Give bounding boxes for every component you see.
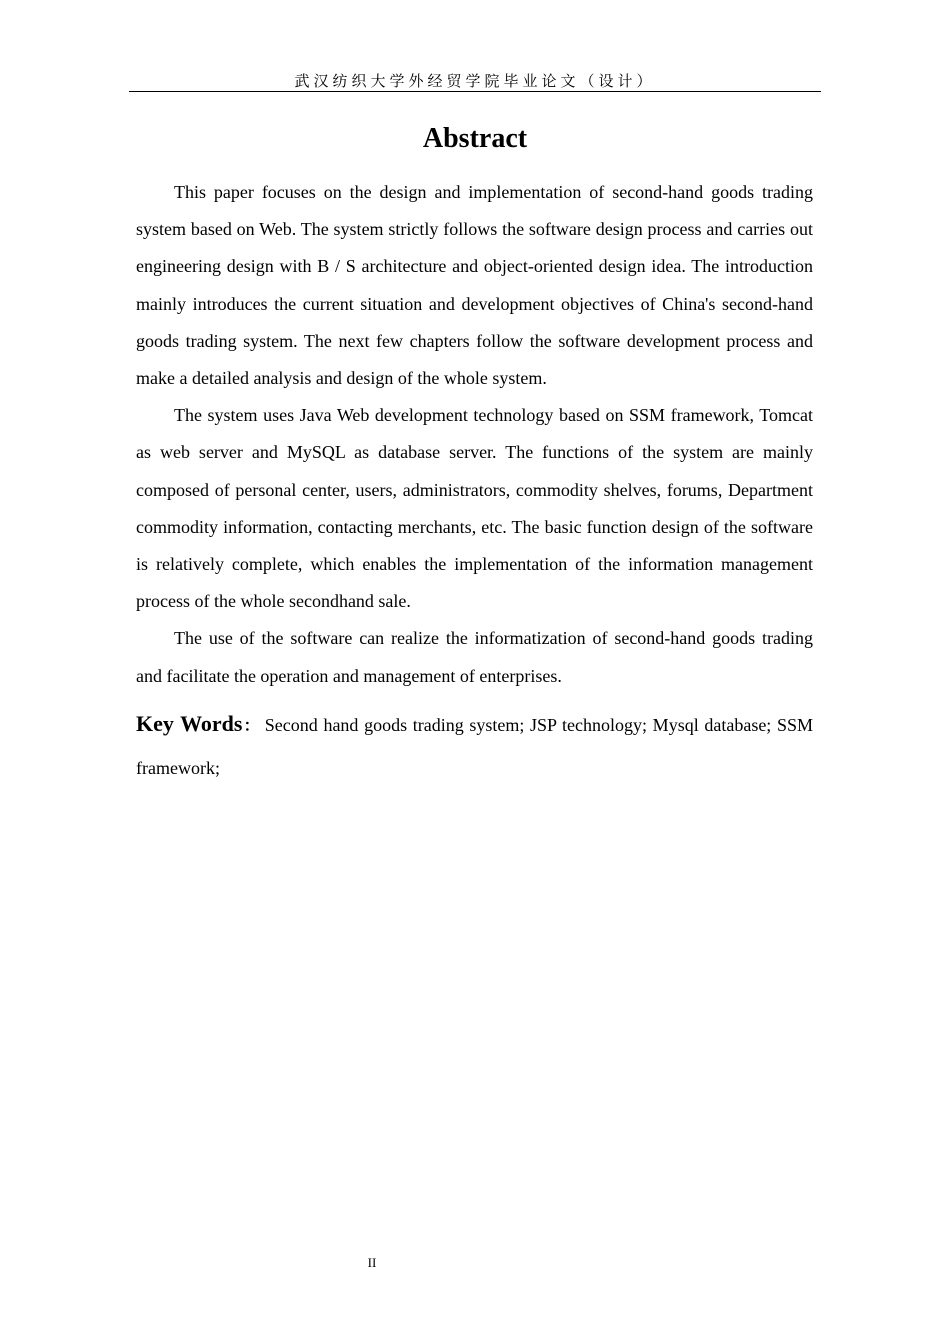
header-rule bbox=[129, 91, 821, 92]
abstract-paragraph-2: The system uses Java Web development technology based on SSM framework, Tomcat as web server and MySQL as database server. The functions of the system are mainly composed of personal center, users, administrators, commodity shelves, forums, Department commodity information, contacting merchants, etc. The basic function design of the software is relatively complete, which enables the implementation of the information management process of the whole secondhand sale. bbox=[136, 405, 813, 612]
abstract-paragraph-3: The use of the software can realize the informatization of second-hand goods trading and facilitate the operation and management of enterprises. bbox=[136, 628, 813, 686]
page-title: Abstract bbox=[422, 123, 528, 154]
keywords-separator: ： bbox=[242, 715, 261, 735]
abstract-body bbox=[136, 174, 813, 789]
running-header: 武汉纺织大学外经贸学院毕业论文（设计） bbox=[294, 72, 656, 90]
abstract-paragraph-1: This paper focuses on the design and implementation of second-hand goods trading system based on Web. The system strictly follows the software design process and carries out engineering design with B / S architecture and object-oriented design idea. The introduction mainly introduces the current situation and development objectives of China's second-hand goods trading system. The next few chapters follow the software development process and make a detailed analysis and design of the whole system. bbox=[136, 182, 813, 389]
page-number: II bbox=[367, 1255, 377, 1270]
keywords-text: Second hand goods trading system; JSP technology; Mysql database; SSM framework; bbox=[136, 714, 813, 778]
keywords-line bbox=[136, 703, 813, 789]
keywords-label: Key Words bbox=[136, 710, 243, 736]
